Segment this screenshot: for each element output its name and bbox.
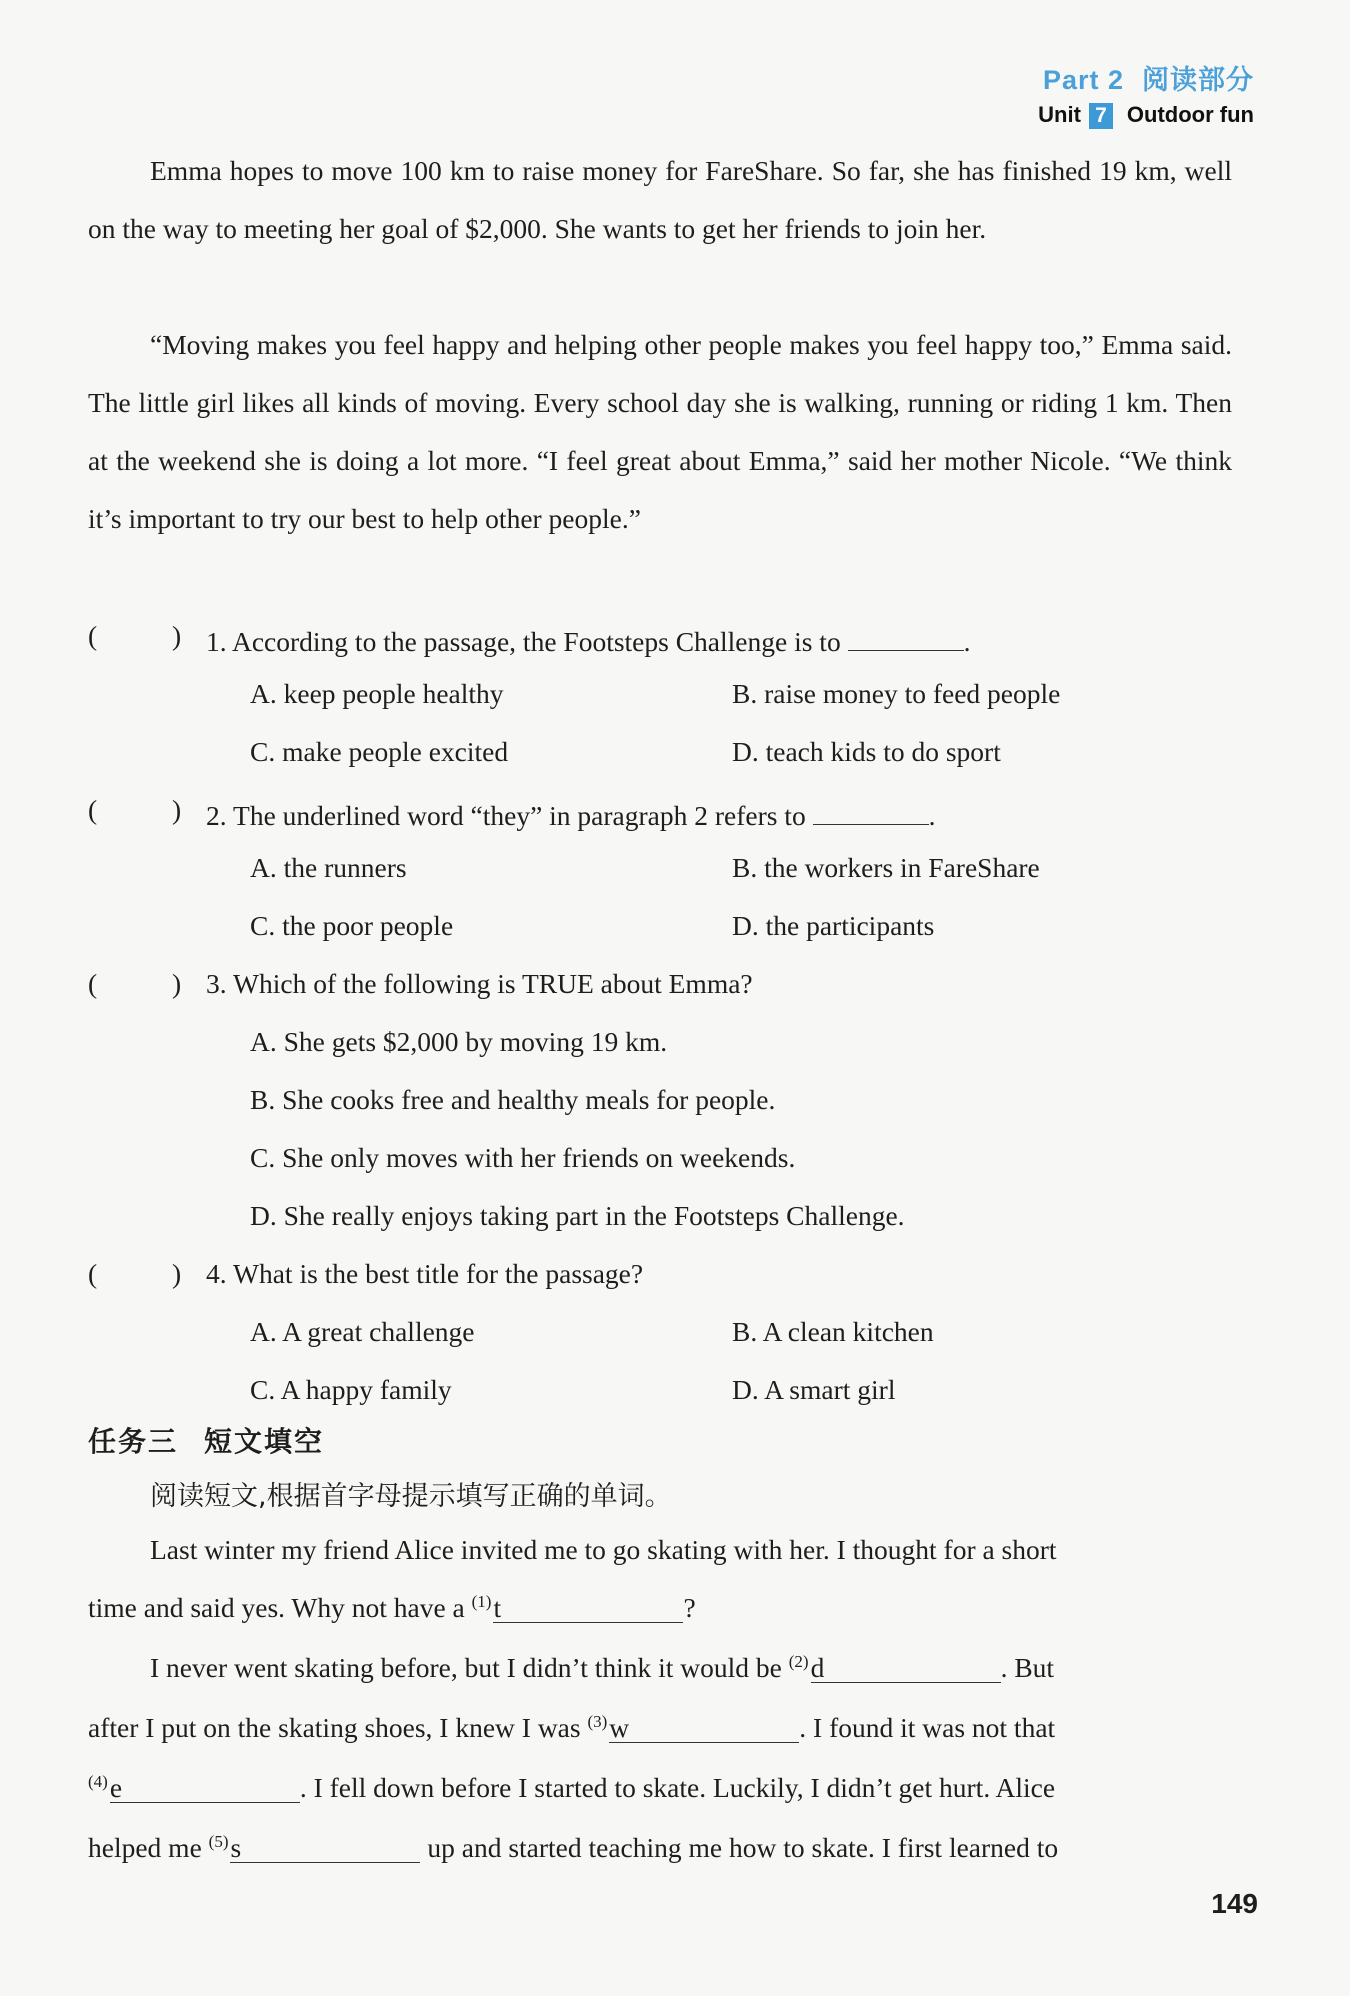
fill-blank-1[interactable] xyxy=(493,1592,683,1623)
answer-paren-left-3: ( xyxy=(88,968,98,999)
question-stem: Which of the following is TRUE about Emma? xyxy=(233,968,753,999)
option-2b: B. the workers in FareShare xyxy=(732,852,1040,883)
part-cn-label: 阅读部分 xyxy=(1142,65,1254,95)
option-2c: C. the poor people xyxy=(250,910,454,941)
option-3a: A. She gets $2,000 by moving 19 km. xyxy=(250,1026,668,1057)
blank-letter-hint: d xyxy=(810,1652,825,1684)
answer-blank xyxy=(848,620,964,651)
answer-blank xyxy=(813,794,929,825)
unit-title: Outdoor fun xyxy=(1126,102,1254,127)
section-title xyxy=(88,1420,324,1460)
fill-blank-4[interactable] xyxy=(110,1772,300,1803)
answer-paren-right-1: ) xyxy=(172,620,182,651)
task-name: 短文填空 xyxy=(204,1425,325,1458)
question-number: 4. xyxy=(206,1258,227,1289)
option-2a: A. the runners xyxy=(250,852,407,883)
header-part xyxy=(1043,58,1254,97)
question-3 xyxy=(206,968,753,1000)
question-number: 3. xyxy=(206,968,227,999)
question-1 xyxy=(206,620,970,658)
blank-number-2: (2) xyxy=(788,1652,809,1671)
option-4b: B. A clean kitchen xyxy=(732,1316,934,1347)
answer-paren-left-4: ( xyxy=(88,1258,98,1289)
fill-text: . I fell down before I started to skate. Luckily, I didn’t get hurt. Alice xyxy=(299,1772,1056,1804)
fill-line-3 xyxy=(150,1652,1054,1684)
blank-number-5: (5) xyxy=(208,1832,229,1851)
option-1b: B. raise money to feed people xyxy=(732,678,1061,709)
option-4d: D. A smart girl xyxy=(732,1374,896,1405)
fill-blank-5[interactable] xyxy=(230,1832,420,1863)
option-1a: A. keep people healthy xyxy=(250,678,504,709)
question-stem: The underlined word “they” in paragraph 2 refers to xyxy=(233,800,806,831)
unit-word: Unit xyxy=(1038,102,1081,127)
blank-letter-hint: w xyxy=(609,1712,630,1744)
blank-letter-hint: t xyxy=(493,1592,502,1624)
fill-text: after I put on the skating shoes, I knew I was xyxy=(88,1712,581,1744)
header-unit xyxy=(1038,102,1254,129)
question-end: . xyxy=(928,800,936,831)
fill-line-1: Last winter my friend Alice invited me to go skating with her. I thought for a short xyxy=(150,1534,1057,1565)
answer-paren-left-1: ( xyxy=(88,620,98,651)
fill-text: helped me xyxy=(88,1832,202,1864)
option-1d: D. teach kids to do sport xyxy=(732,736,1001,767)
answer-paren-right-4: ) xyxy=(172,1258,182,1289)
page-number: 149 xyxy=(1211,1888,1258,1919)
blank-number-1: (1) xyxy=(471,1592,492,1611)
fill-line-5 xyxy=(88,1772,1055,1804)
passage-paragraph-1 xyxy=(88,142,1232,258)
fill-text: . I found it was not that xyxy=(799,1712,1056,1744)
option-3d: D. She really enjoys taking part in the Footsteps Challenge. xyxy=(250,1200,905,1231)
option-3c: C. She only moves with her friends on weekends. xyxy=(250,1142,796,1173)
fill-text: . But xyxy=(1000,1652,1055,1684)
question-number: 1. xyxy=(206,626,227,657)
fill-line-4 xyxy=(88,1712,1055,1744)
fill-blank-2[interactable] xyxy=(811,1652,1001,1683)
answer-paren-right-2: ) xyxy=(172,794,182,825)
question-4 xyxy=(206,1258,643,1290)
fill-text: time and said yes. Why not have a xyxy=(88,1592,465,1624)
option-3b: B. She cooks free and healthy meals for people. xyxy=(250,1084,776,1115)
question-2 xyxy=(206,794,935,832)
passage-paragraph-2 xyxy=(88,316,1232,548)
answer-paren-right-3: ) xyxy=(172,968,182,999)
blank-number-3: (3) xyxy=(587,1712,608,1731)
option-4a: A. A great challenge xyxy=(250,1316,475,1347)
fill-line-2 xyxy=(88,1592,696,1624)
passage-paragraph-1-text: Emma hopes to move 100 km to raise money for FareShare. So far, she has finished 19 km, well on the way to meeting her goal of $2,000. She wants to get her friends to join her. xyxy=(88,155,1232,244)
question-number: 2. xyxy=(206,800,227,831)
fill-line-6 xyxy=(88,1832,1058,1864)
question-end: . xyxy=(963,626,971,657)
fill-text: up and started teaching me how to skate. I first learned to xyxy=(427,1832,1059,1864)
unit-number-badge: 7 xyxy=(1089,103,1113,129)
part-label: Part 2 xyxy=(1042,65,1124,95)
answer-paren-left-2: ( xyxy=(88,794,98,825)
blank-letter-hint: e xyxy=(109,1772,123,1804)
blank-letter-hint: s xyxy=(230,1832,242,1864)
fill-text: I never went skating before, but I didn’t think it would be xyxy=(150,1652,782,1684)
task-label: 任务三 xyxy=(88,1425,179,1458)
passage-paragraph-2-text: “Moving makes you feel happy and helping other people makes you feel happy too,” Emma said. The little girl likes all kinds of moving. Every school day she is walking, running or riding 1 km. Then at the weekend she is doing a lot more. “I feel great about Emma,” said her mother Nicole. “We think it’s important to try our best to help other people.” xyxy=(88,329,1232,534)
blank-number-4: (4) xyxy=(88,1772,108,1791)
question-stem: According to the passage, the Footsteps Challenge is to xyxy=(231,626,841,657)
option-2d: D. the participants xyxy=(732,910,935,941)
option-1c: C. make people excited xyxy=(250,736,509,767)
option-4c: C. A happy family xyxy=(250,1374,452,1405)
fill-text: ? xyxy=(683,1592,696,1624)
question-stem: What is the best title for the passage? xyxy=(233,1258,644,1289)
task-instruction: 阅读短文,根据首字母提示填写正确的单词。 xyxy=(150,1481,672,1512)
fill-blank-3[interactable] xyxy=(609,1712,799,1743)
